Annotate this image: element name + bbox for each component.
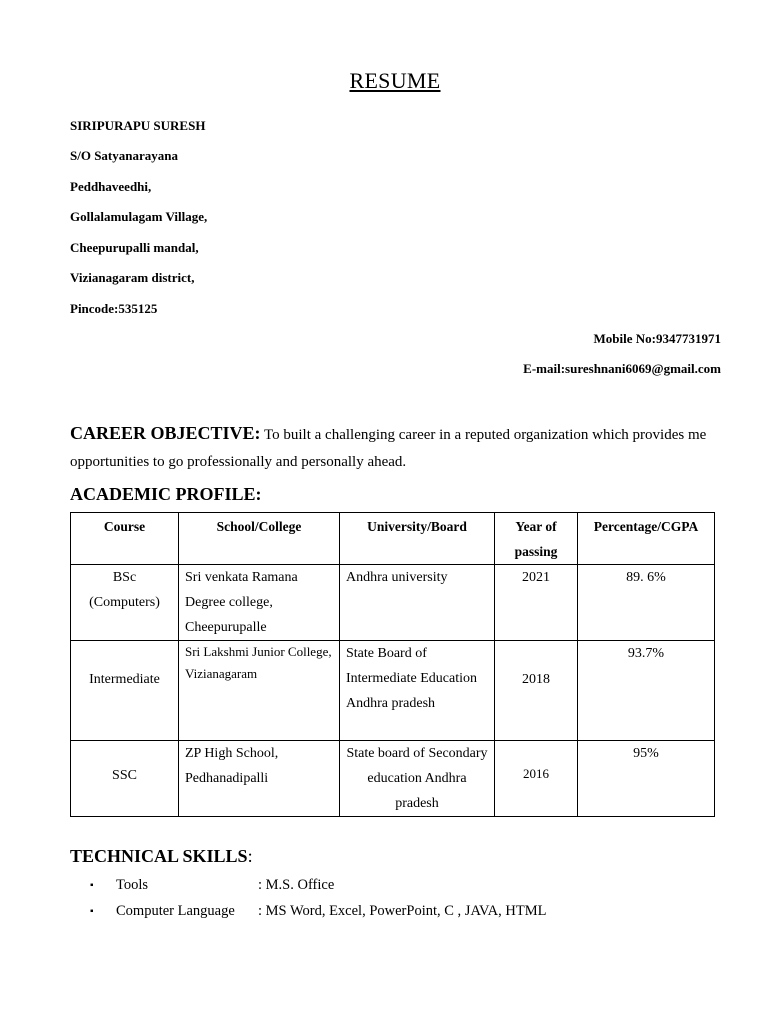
table-row	[71, 565, 715, 641]
cell-board: State board of Secondary education Andhra pradesh	[340, 741, 495, 817]
cell-year: 2018	[495, 641, 578, 741]
address-line: Cheepurupalli mandal,	[70, 240, 199, 255]
cell-course: BSc (Computers)	[71, 565, 179, 641]
email-address: E-mail:sureshnani6069@gmail.com	[523, 361, 721, 376]
bullet-icon: ▪	[90, 906, 94, 918]
cell-percentage: 93.7%	[578, 641, 715, 741]
pincode: Pincode:535125	[70, 301, 158, 316]
table-row	[71, 641, 715, 741]
cell-school: Sri venkata Ramana Degree college, Cheepurupalle	[179, 565, 340, 641]
skill-value: : MS Word, Excel, PowerPoint, C , JAVA, HTML	[258, 903, 547, 919]
page-title: RESUME	[349, 68, 441, 93]
cell-school: ZP High School, Pedhanadipalli	[179, 741, 340, 817]
objective-text: To built a challenging career in a reputed organization which provides me opportunities to go professionally and personally ahead.	[70, 427, 707, 470]
candidate-name: SIRIPURAPU SURESH	[70, 118, 206, 133]
address-line: Vizianagaram district,	[70, 270, 195, 285]
skill-item	[90, 877, 334, 894]
table-row	[71, 741, 715, 817]
skill-item	[90, 903, 546, 920]
skill-name: Computer Language	[116, 903, 235, 919]
academic-table	[70, 512, 715, 817]
objective-heading: CAREER OBJECTIVE:	[70, 423, 261, 443]
skill-value: : M.S. Office	[258, 877, 335, 893]
cell-board: State Board of Intermediate Education Andhra pradesh	[340, 641, 495, 741]
cell-percentage: 95%	[578, 741, 715, 817]
address-line: S/O Satyanarayana	[70, 148, 178, 163]
header-university: University/Board	[340, 513, 495, 565]
career-objective	[70, 420, 730, 476]
academic-heading: ACADEMIC PROFILE:	[70, 484, 262, 504]
cell-board: Andhra university	[340, 565, 495, 641]
address-line: Gollalamulagam Village,	[70, 209, 208, 224]
mobile-number: Mobile No:9347731971	[593, 331, 721, 346]
header-course: Course	[71, 513, 179, 565]
cell-year: 2016	[495, 741, 578, 817]
table-header-row	[71, 513, 715, 565]
header-school: School/College	[179, 513, 340, 565]
skills-heading-text: TECHNICAL SKILLS	[70, 846, 248, 866]
cell-course: Intermediate	[71, 641, 179, 741]
cell-year: 2021	[495, 565, 578, 641]
cell-school: Sri Lakshmi Junior College, Vizianagaram	[179, 641, 340, 741]
cell-percentage: 89. 6%	[578, 565, 715, 641]
skills-heading	[70, 846, 253, 867]
header-percentage: Percentage/CGPA	[578, 513, 715, 565]
skills-heading-colon: :	[247, 846, 253, 866]
skill-name: Tools	[116, 877, 149, 893]
cell-course: SSC	[71, 741, 179, 817]
bullet-icon: ▪	[90, 880, 94, 892]
header-year: Year of passing	[495, 513, 578, 565]
address-line: Peddhaveedhi,	[70, 179, 152, 194]
